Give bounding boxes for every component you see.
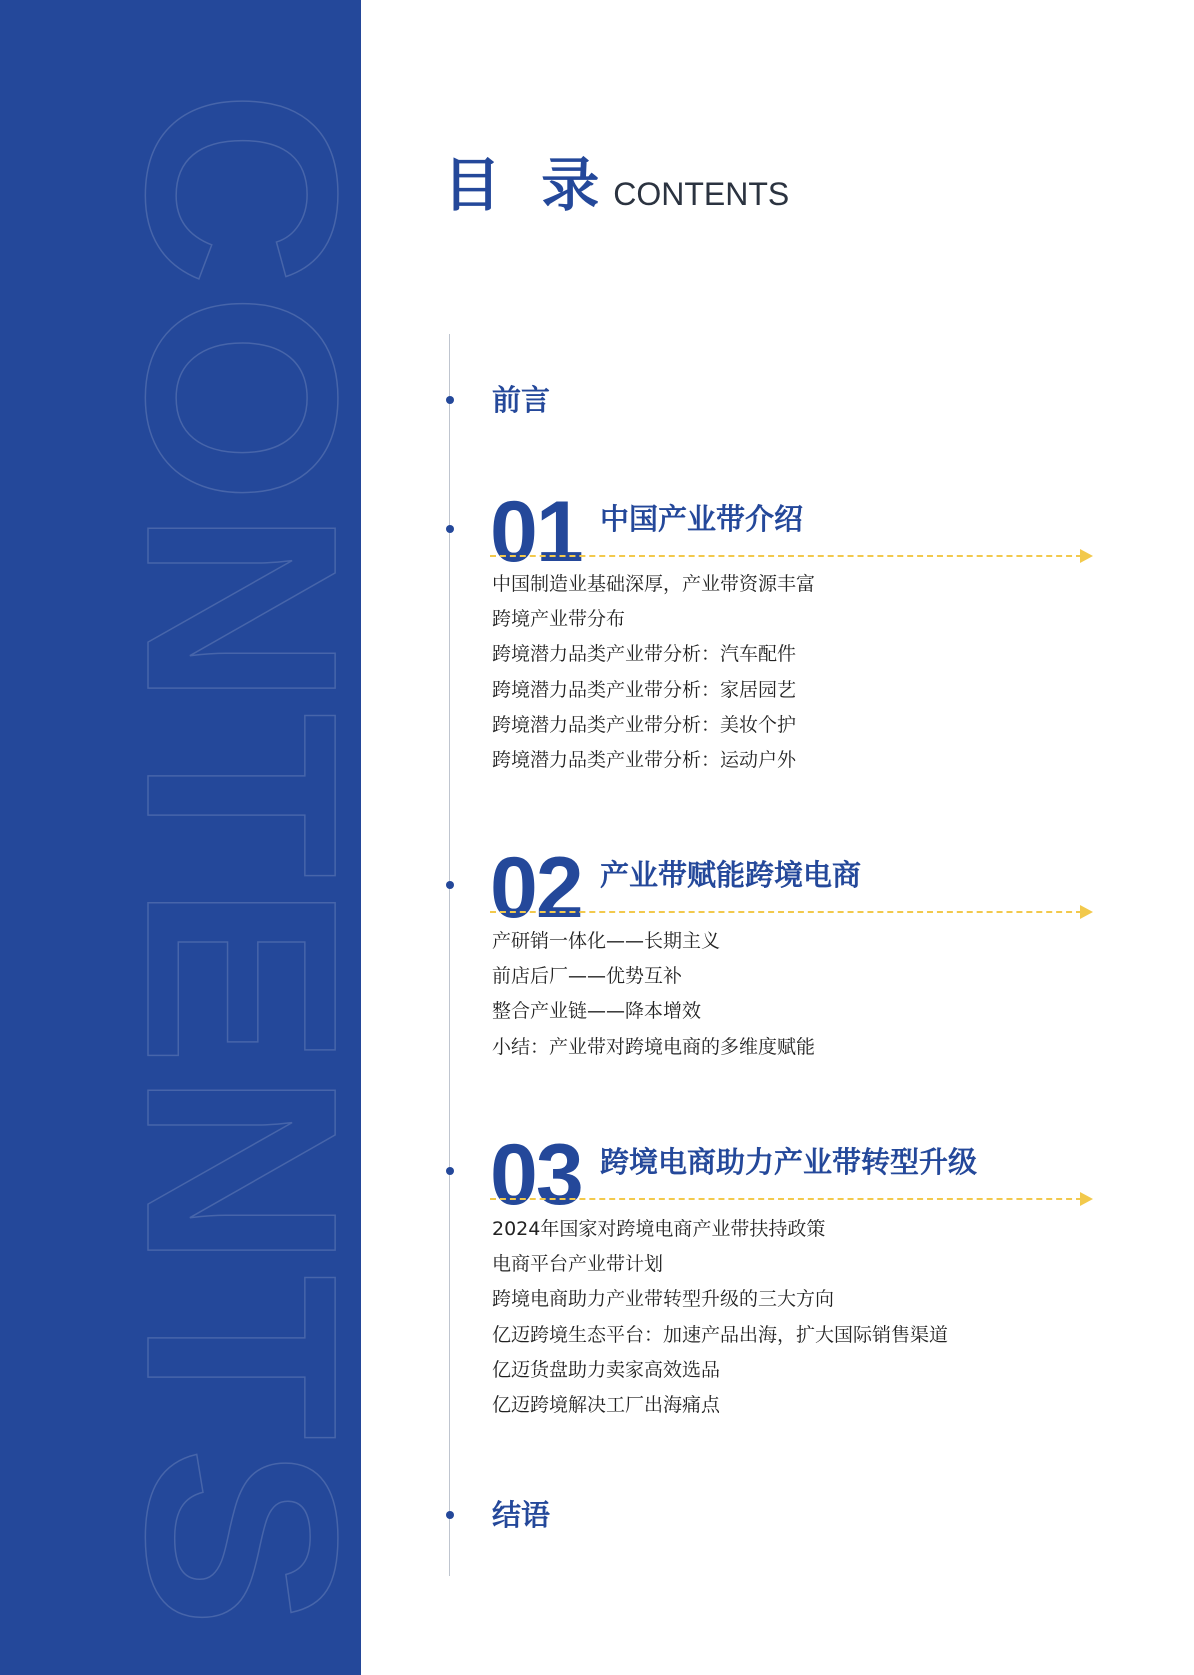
section-01-items (492, 567, 815, 778)
toc-item[interactable]: 跨境潜力品类产业带分析：汽车配件 (492, 643, 797, 666)
toc-item[interactable]: 亿迈跨境生态平台：加速产品出海，扩大国际销售渠道 (492, 1323, 949, 1346)
dashed-divider (490, 911, 1082, 913)
section-02-header[interactable] (490, 840, 1100, 936)
section-number: 01 (490, 484, 582, 580)
section-02-items (492, 924, 815, 1065)
arrow-right-icon (1080, 549, 1093, 563)
section-number-clip (490, 1127, 592, 1223)
toc-item[interactable]: 小结：产业带对跨境电商的多维度赋能 (492, 1035, 816, 1058)
section-01-header[interactable] (490, 484, 1100, 580)
toc-item[interactable]: 2024年国家对跨境电商产业带扶持政策 (492, 1218, 826, 1240)
contents-watermark (0, 0, 394, 1675)
section-number-clip (490, 484, 592, 580)
toc-item[interactable]: 跨境潜力品类产业带分析：家居园艺 (492, 678, 797, 701)
toc-item[interactable]: 中国制造业基础深厚，产业带资源丰富 (492, 573, 816, 595)
watermark-text: CONTENTS (90, 90, 394, 1634)
timeline-dot-preface (446, 396, 454, 404)
toc-item[interactable]: 跨境潜力品类产业带分析：运动户外 (492, 748, 797, 771)
toc-item[interactable]: 亿迈跨境解决工厂出海痛点 (492, 1393, 721, 1416)
timeline-dot-section-02 (446, 881, 454, 889)
conclusion-heading[interactable]: 结语 (492, 1498, 551, 1532)
timeline-line (449, 334, 450, 1576)
preface-heading[interactable]: 前言 (492, 383, 551, 417)
toc-item[interactable]: 产研销一体化——长期主义 (492, 930, 721, 952)
arrow-right-icon (1080, 905, 1093, 919)
toc-item[interactable]: 电商平台产业带计划 (492, 1253, 664, 1276)
section-number: 02 (490, 840, 582, 936)
dashed-divider (490, 1198, 1082, 1200)
toc-item[interactable]: 跨境电商助力产业带转型升级的三大方向 (492, 1288, 835, 1311)
section-title: 中国产业带介绍 (600, 502, 804, 536)
section-title: 产业带赋能跨境电商 (600, 858, 862, 892)
timeline-dot-section-01 (446, 525, 454, 533)
toc-item[interactable]: 跨境产业带分布 (492, 608, 626, 631)
section-03-items (492, 1212, 948, 1423)
section-03-header[interactable] (490, 1127, 1100, 1223)
section-number-clip (490, 840, 592, 936)
dashed-divider (490, 555, 1082, 557)
toc-item[interactable]: 整合产业链——降本增效 (492, 1000, 702, 1023)
title-chinese: 目 录 (443, 151, 610, 219)
timeline-dot-conclusion (446, 1511, 454, 1519)
section-number: 03 (490, 1127, 582, 1223)
sidebar-panel (0, 0, 394, 1675)
page-title (443, 138, 789, 222)
toc-item[interactable]: 亿迈货盘助力卖家高效选品 (492, 1358, 721, 1381)
title-english: CONTENTS (613, 176, 790, 212)
arrow-right-icon (1080, 1192, 1093, 1206)
toc-item[interactable]: 前店后厂——优势互补 (492, 965, 683, 988)
toc-item[interactable]: 跨境潜力品类产业带分析：美妆个护 (492, 713, 797, 736)
timeline-dot-section-03 (446, 1167, 454, 1175)
section-title: 跨境电商助力产业带转型升级 (600, 1145, 978, 1179)
